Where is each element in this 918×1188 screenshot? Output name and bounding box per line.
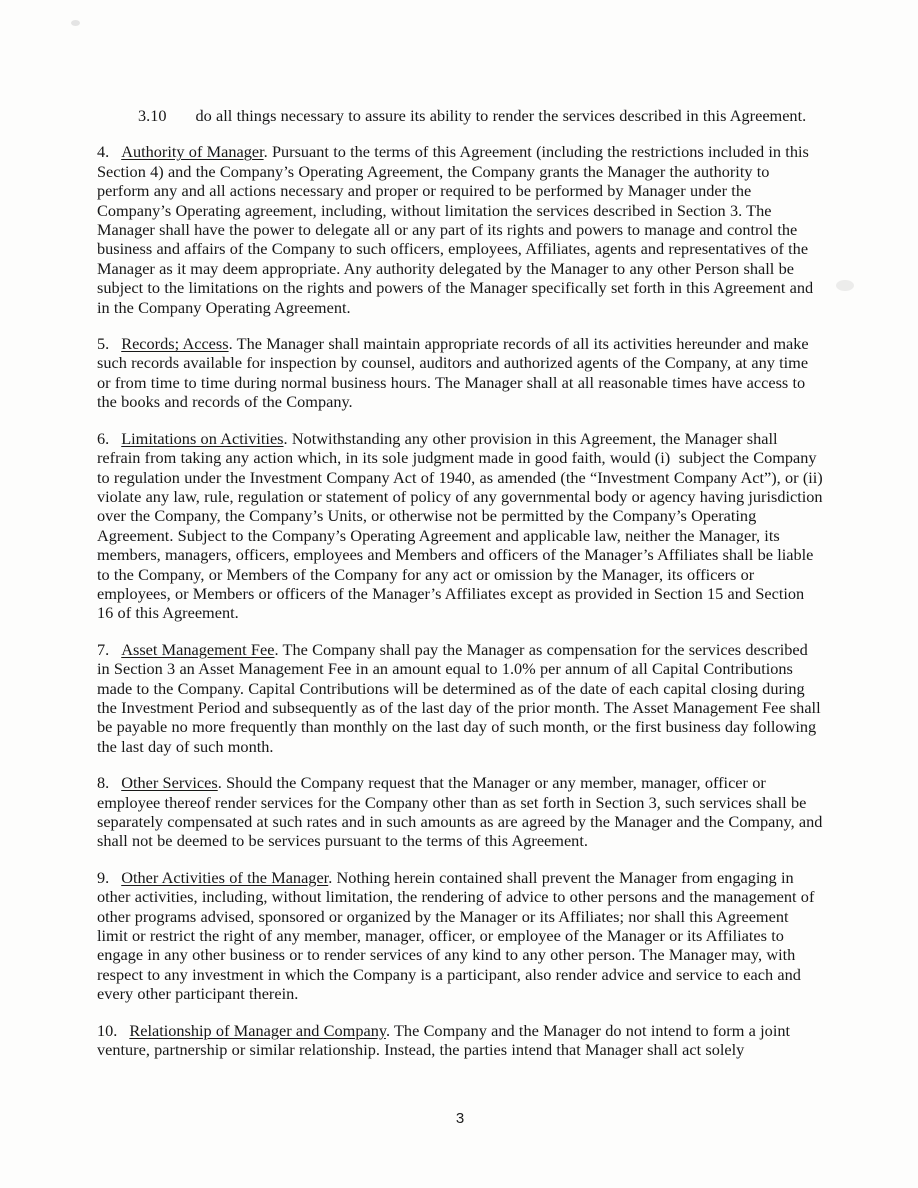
section-6-limitations-on-activities: [97, 429, 823, 623]
section-text: The Company shall pay the Manager as compensation for the services described in Section 3 an Asset Management Fee in an amount equal to 1.0% per annum of all Capital Contributions made to the Company. Capital Contributions will be determined as of the date of each capital closing during the Investment Period and subsequently as of the last day of the prior month. The Asset Management Fee shall be payable no more frequently than monthly on the last day of such month, or the first business day following the last day of such month.: [97, 639, 821, 756]
scan-artifact-smudge: [836, 280, 854, 291]
paragraph-3-10: [97, 106, 823, 125]
section-heading: Authority of Manager: [121, 142, 264, 162]
section-heading: Limitations on Activities: [121, 428, 284, 448]
section-number: 5.: [97, 334, 110, 354]
section-5-records-access: [97, 334, 823, 412]
page-number: 3: [455, 1110, 465, 1127]
section-text: The Company and the Manager do not intend to form a joint venture, partnership or similar relationship. Instead, the parties intend that Manager shall act solely: [97, 1020, 791, 1060]
section-heading: Other Activities of the Manager: [121, 867, 329, 887]
section-number: 6.: [97, 428, 110, 448]
section-9-other-activities-of-the-manager: [97, 868, 823, 1004]
heading-separator: .: [263, 142, 272, 162]
section-4-authority-of-manager: [97, 142, 823, 317]
section-text: Should the Company request that the Manager or any member, manager, officer or employee thereof render services for the Company other than as set forth in Section 3, such services shall be separately compensated at such rates and in such amounts as are agreed by the Manager and the Company, and shall not be deemed to be services pursuant to the terms of this Agreement.: [97, 773, 823, 851]
document-body: [97, 106, 823, 1076]
section-10-relationship-of-manager-and-company: [97, 1021, 823, 1060]
section-text: Notwithstanding any other provision in this Agreement, the Manager shall refrain from taking any action which, in its sole judgment made in good faith, would (i) subject the Company to regulation under the Investment Company Act of 1940, as amended (the “Investment Company Act”), or (ii) violate any law, rule, regulation or statement of policy of any governmental body or agency having jurisdiction over the Company, the Company’s Units, or otherwise not be permitted by the Company’s Operating Agreement. Subject to the Company’s Operating Agreement and applicable law, neither the Manager, its members, managers, officers, employees and Members and officers of the Manager’s Affiliates shall be liable to the Company, or Members of the Company for any act or omission by the Manager, its officers or employees, or Members or officers of the Manager’s Affiliates except as provided in Section 15 and Section 16 of this Agreement.: [97, 428, 823, 623]
section-heading: Asset Management Fee: [121, 639, 275, 659]
heading-separator: .: [328, 867, 337, 887]
section-text: Nothing herein contained shall prevent the Manager from engaging in other activities, including, without limitation, the rendering of advice to other persons and the management of other programs advised, sponsored or organized by the Manager or its Affiliates; nor shall this Agreement limit or restrict the right of any member, manager, officer, or employee of the Manager or its Affiliates to engage in any other business or to render services of any kind to any other person. The Manager may, with respect to any investment in which the Company is a participant, also render advice and service to each and every other participant therein.: [97, 867, 815, 1004]
section-text: The Manager shall maintain appropriate records of all its activities hereunder and make such records available for inspection by counsel, auditors and authorized agents of the Company, at any time or from time to time during normal business hours. The Manager shall at all reasonable times have access to the books and records of the Company.: [97, 334, 809, 412]
section-heading: Relationship of Manager and Company: [129, 1020, 386, 1040]
heading-separator: .: [385, 1020, 394, 1040]
section-7-asset-management-fee: [97, 640, 823, 756]
scan-artifact-smudge: [71, 20, 80, 26]
section-number: 9.: [97, 867, 110, 887]
section-heading: Records; Access: [121, 334, 229, 354]
clause-number: 3.10: [138, 106, 167, 125]
section-number: 8.: [97, 773, 110, 793]
heading-separator: .: [274, 639, 283, 659]
heading-separator: .: [228, 334, 237, 354]
section-text: Pursuant to the terms of this Agreement (including the restrictions included in this Section 4) and the Company’s Operating Agreement, the Company grants the Manager the authority to perform any and all actions necessary and proper or required to be performed by Manager under the Company’s Operating agreement, including, without limitation the services described in Section 3. The Manager shall have the power to delegate all or any part of its rights and powers to manage and control the business and affairs of the Company to such officers, employees, Affiliates, agents and representatives of the Manager as it may deem appropriate. Any authority delegated by the Manager to any other Person shall be subject to the limitations on the rights and powers of the Manager specifically set forth in this Agreement and in the Company Operating Agreement.: [97, 142, 814, 317]
heading-separator: .: [217, 773, 227, 793]
section-8-other-services: [97, 773, 823, 851]
heading-separator: .: [283, 428, 292, 448]
section-heading: Other Services: [121, 773, 218, 793]
section-number: 4.: [97, 142, 110, 162]
section-number: 10.: [97, 1020, 118, 1040]
section-number: 7.: [97, 639, 110, 659]
clause-text: do all things necessary to assure its ability to render the services described in this Agreement.: [195, 106, 807, 125]
